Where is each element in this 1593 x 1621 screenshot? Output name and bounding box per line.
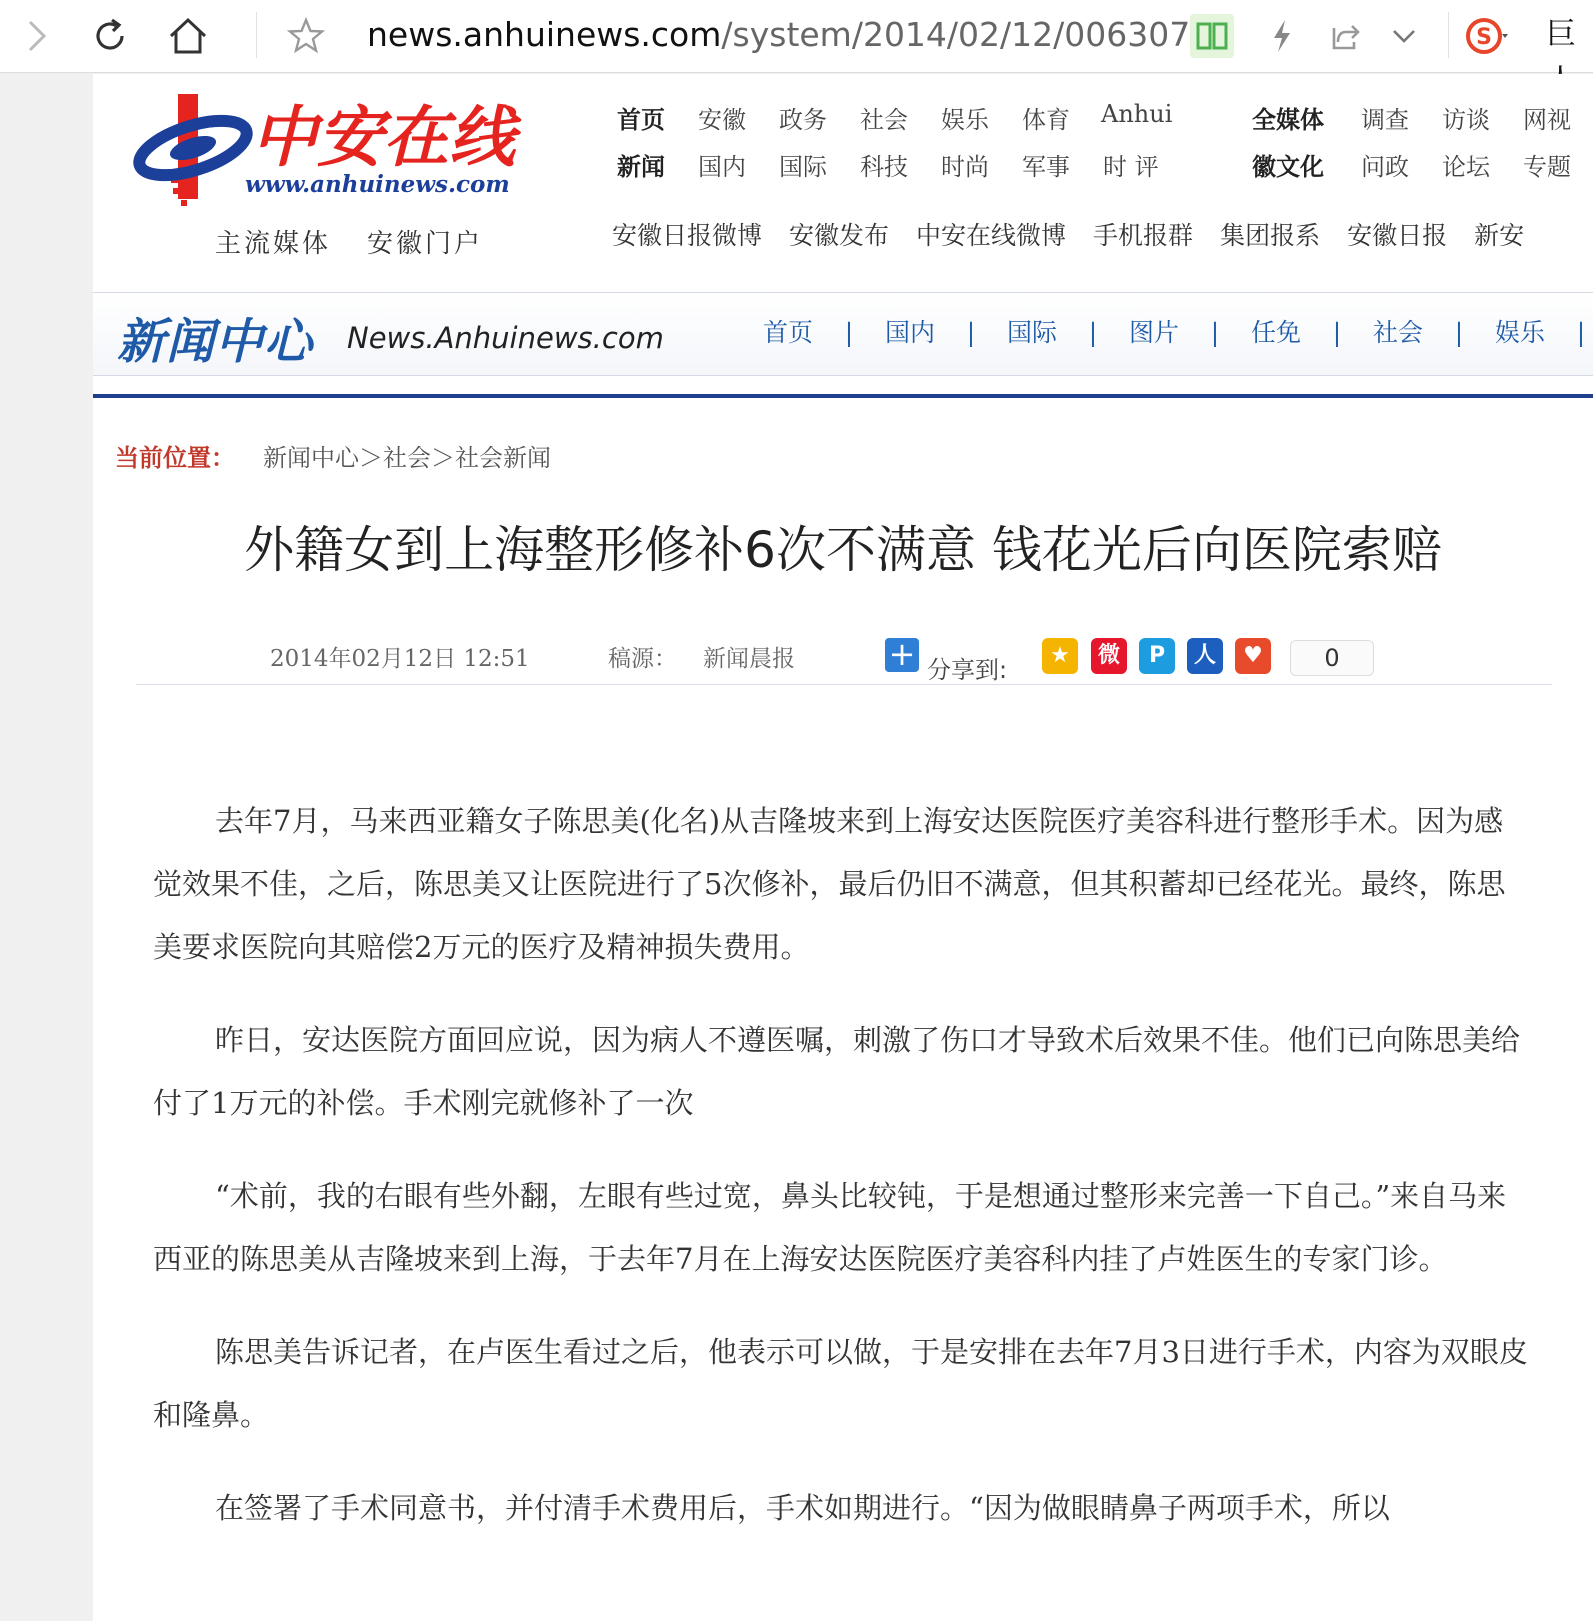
site-slogan [215,223,519,260]
media-links [612,216,1551,252]
logo-url: www.anhuinews.com [245,171,510,198]
meta-divider [136,684,1552,685]
paragraph: 在签署了手术同意书，并付清手术费用后，手术如期进行。“因为做眼睛鼻子两项手术，所以 [215,1491,1390,1525]
logo-text: 中安在线 [251,98,515,176]
link-anhui-daily-weibo[interactable]: 安徽日报微博 [612,221,763,250]
news-center-nav: 首页 | 国内 | 国际 | 图片 | 任免 | 社会 | 娱乐 | [748,313,1593,349]
bookmark-star-icon[interactable] [284,14,328,58]
nav-anhui[interactable]: 安徽 [698,106,746,134]
nav-entertainment[interactable]: 娱乐 [941,106,989,134]
url-host: news.anhuinews.com [367,15,722,54]
reload-icon[interactable] [88,14,132,58]
nc-tab-appointments[interactable]: 任免 [1250,318,1301,347]
nc-tab-entertainment[interactable]: 娱乐 [1494,318,1545,347]
news-center-subtitle: News.Anhuinews.com [347,321,664,355]
slogan-portal: 安徽门户 [367,229,484,259]
browser-toolbar [0,0,1593,73]
nav-home[interactable]: 首页 [617,105,665,134]
link-group-papers[interactable]: 集团报系 [1220,221,1321,250]
kaixin-icon[interactable]: ♥ [1235,638,1271,674]
nav-domestic[interactable]: 国内 [698,153,746,181]
reader-mode-icon[interactable] [1190,14,1234,58]
nav-military[interactable]: 军事 [1022,153,1070,181]
link-mobile-papers[interactable]: 手机报群 [1093,221,1194,250]
divider [93,394,1593,398]
share-plus-icon[interactable]: + [885,638,919,672]
article-body [153,790,1528,1570]
paragraph: “术前，我的右眼有些外翻，左眼有些过宽，鼻头比较钝，于是想通过整形来完善一下自己。”来自马来西亚的陈思美从吉隆坡来到上海，于去年7月在上海安达医院医疗美容科内挂了卢姓医生的专家门诊。 [153,1179,1507,1276]
nav-news[interactable]: 新闻 [617,152,665,181]
lightning-icon[interactable] [1260,14,1304,58]
paragraph: 昨日，安达医院方面回应说，因为病人不遵医嘱，刺激了伤口才导致术后效果不佳。他们已向陈思美给付了1万元的补偿。手术刚完就修补了一次 [153,1023,1521,1120]
site-logo[interactable] [133,80,553,220]
nc-tab-society[interactable]: 社会 [1372,318,1423,347]
news-center-bar [93,292,1593,376]
nav-international[interactable]: 国际 [779,153,827,181]
weibo-icon[interactable]: 微 [1091,638,1127,674]
article-source: 新闻晨报 [703,646,795,672]
nav-society[interactable]: 社会 [860,106,908,134]
nav-forum[interactable]: 论坛 [1442,153,1490,181]
nc-tab-international[interactable]: 国际 [1006,318,1057,347]
chevron-down-icon[interactable] [1382,14,1426,58]
logo-swoosh-icon [133,94,253,206]
toolbar-user-label[interactable]: 巨 [1546,17,1576,52]
nc-tab-home[interactable]: 首页 [762,318,813,347]
article-title: 外籍女到上海整形修补6次不满意 钱花光后向医院索赔 [244,521,1442,579]
url-path: /system/2014/02/12/00630779 [721,15,1233,54]
renren-icon[interactable]: 人 [1187,638,1223,674]
breadcrumb-path[interactable]: 新闻中心＞社会＞社会新闻 [263,444,551,472]
nav-inquiry[interactable]: 问政 [1361,153,1409,181]
address-bar[interactable] [367,12,1232,58]
nav-survey[interactable]: 调查 [1361,106,1409,134]
sogou-icon[interactable] [1464,14,1508,58]
nav-politics[interactable]: 政务 [779,106,827,134]
news-center-title[interactable]: 新闻中心 [117,314,314,370]
paragraph: 陈思美告诉记者，在卢医生看过之后，他表示可以做，于是安排在去年7月3日进行手术，内容为双眼皮和隆鼻。 [153,1335,1528,1432]
nav-all-media[interactable]: 全媒体 [1252,105,1324,134]
share-page-icon[interactable] [1322,14,1366,58]
article-datetime: 2014年02月12日 12:51 [270,646,530,672]
nav-fashion[interactable]: 时尚 [941,153,989,181]
tencent-weibo-icon[interactable]: P [1139,638,1175,674]
link-anhui-release[interactable]: 安徽发布 [789,221,890,250]
nav-video[interactable]: 网视 [1523,106,1571,134]
nav-interview[interactable]: 访谈 [1442,106,1490,134]
slogan-mainstream: 主流媒体 [215,229,332,259]
qzone-icon[interactable]: ★ [1042,638,1078,674]
nav-anhui-en[interactable]: Anhui [1101,100,1173,128]
share-count: 0 [1290,640,1374,676]
nav-commentary[interactable]: 时 评 [1103,153,1159,181]
nav-special[interactable]: 专题 [1523,153,1571,181]
nav-sports[interactable]: 体育 [1022,106,1070,134]
source-label: 稿源： [608,646,677,672]
article-meta [270,640,795,673]
nav-hui-culture[interactable]: 徽文化 [1252,152,1324,181]
svg-text:S: S [1476,25,1492,50]
forward-icon[interactable] [14,14,58,58]
paragraph: 去年7月，马来西亚籍女子陈思美(化名)从吉隆坡来到上海安达医院医疗美容科进行整形手术。因为感觉效果不佳，之后，陈思美又让医院进行了5次修补，最后仍旧不满意，但其积蓄却已经花光。最终，陈思美要求医院向其赔偿2万元的医疗及精神损失费用。 [153,804,1506,964]
breadcrumb [115,438,551,473]
home-icon[interactable] [166,14,210,58]
nav-tech[interactable]: 科技 [860,153,908,181]
nc-tab-photos[interactable]: 图片 [1128,318,1179,347]
link-anhuinews-weibo[interactable]: 中安在线微博 [916,221,1067,250]
breadcrumb-label: 当前位置： [115,443,235,472]
link-anhui-daily[interactable]: 安徽日报 [1347,221,1448,250]
nc-tab-domestic[interactable]: 国内 [884,318,935,347]
share-label: 分享到: [927,656,1008,684]
link-xinan[interactable]: 新安 [1474,221,1525,250]
